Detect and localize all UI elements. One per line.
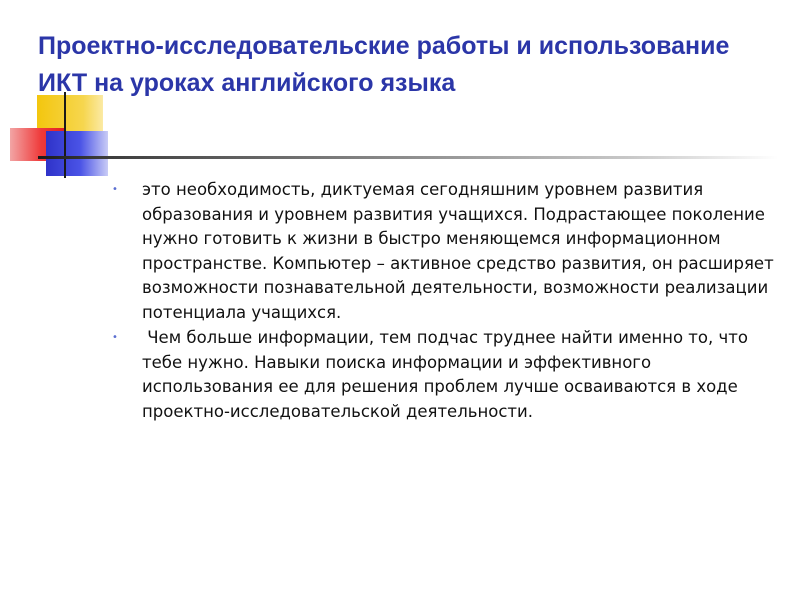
slide-title: Проектно-исследовательские работы и использование ИКТ на уроках английского языка xyxy=(38,32,730,97)
bullet-text: Чем больше информации, тем подчас труднее найти именно то, что тебе нужно. Навыки поиска информации и эффективного использования ее для решения проблем лучше осваиваются в ходе проектно-исследовательской деятельности. xyxy=(142,328,754,421)
bullet-marker: • xyxy=(112,184,118,195)
bullet-item xyxy=(112,326,782,424)
bullet-item xyxy=(112,178,782,325)
blue-square-decoration xyxy=(46,131,108,176)
bullet-marker: • xyxy=(112,332,118,343)
bullet-text: это необходимость, диктуемая сегодняшним уровнем развития образования и уровнем развития учащихся. Подрастающее поколение нужно готовить к жизни в быстро меняющемся информационном пространстве. Компьютер – активное средство развития, он расширяет возможности познавательной деятельности, возможности реализации потенциала учащихся. xyxy=(142,180,774,322)
vertical-rule xyxy=(64,92,66,178)
bullet-list xyxy=(112,178,782,424)
title-underline-rule xyxy=(38,156,778,159)
